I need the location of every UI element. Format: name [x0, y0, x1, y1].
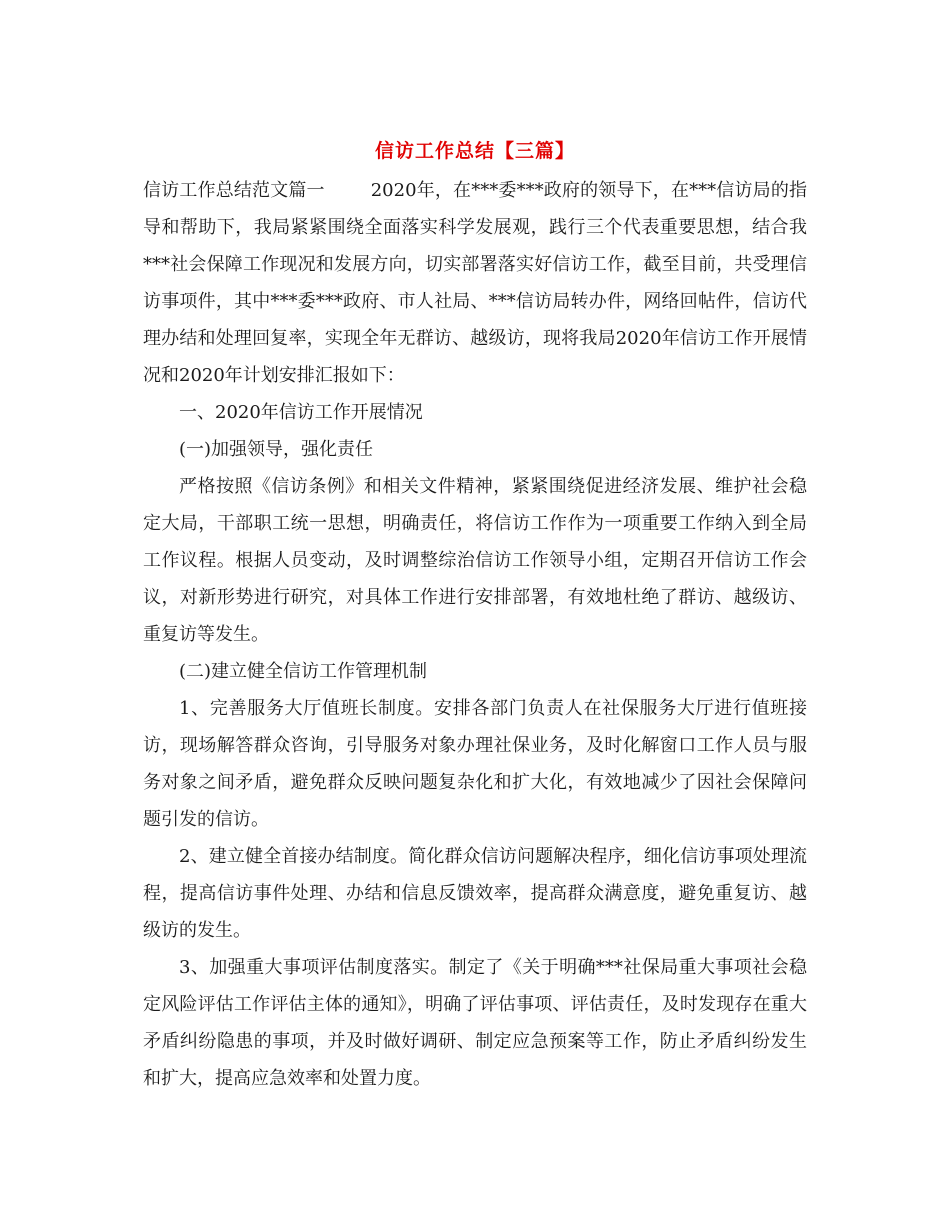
intro-text: 2020年，在***委***政府的领导下，在***信访局的指导和帮助下，我局紧紧围绕全面落实科学发展观，践行三个代表重要思想，结合我***社会保障工作现况和发展方向，切实部署落实好信访工作，截至目前，共受理信访事项件，其中***委***政府、市人社局、***信访局转办件，网络回帖件，信访代理办结和处理回复率，实现全年无群访、越级访，现将我局2020年信访工作开展情况和2020年计划安排汇报如下：	[143, 180, 807, 386]
item-1-paragraph: 1、完善服务大厅值班长制度。安排各部门负责人在社保服务大厅进行值班接访，现场解答群众咨询，引导服务对象办理社保业务，及时化解窗口工作人员与服务对象之间矛盾，避免群众反映问题复杂化和扩大化，有效地减少了因社会保障问题引发的信访。	[143, 698, 807, 830]
section-1-heading: 一、2020年信访工作开展情况	[179, 402, 423, 423]
sub-2-heading: (二)建立健全信访工作管理机制	[179, 661, 428, 682]
intro-label: 信访工作总结范文篇一	[143, 180, 325, 201]
item-3-paragraph: 3、加强重大事项评估制度落实。制定了《关于明确***社保局重大事项社会稳定风险评估工作评估主体的通知》，明确了评估事项、评估责任，及时发现存在重大矛盾纠纷隐患的事项，并及时做好调研、制定应急预案等工作，防止矛盾纠纷发生和扩大，提高应急效率和处置力度。	[143, 957, 807, 1089]
document-title: 信访工作总结【三篇】	[374, 140, 575, 162]
document-body	[143, 172, 807, 1097]
sub-1-heading: (一)加强领导，强化责任	[179, 439, 374, 460]
item-2-paragraph: 2、建立健全首接办结制度。简化群众信访问题解决程序，细化信访事项处理流程，提高信访事件处理、办结和信息反馈效率，提高群众满意度，避免重复访、越级访的发生。	[143, 846, 807, 941]
sub-1-paragraph: 严格按照《信访条例》和相关文件精神，紧紧围绕促进经济发展、维护社会稳定大局，干部职工统一思想，明确责任，将信访工作作为一项重要工作纳入到全局工作议程。根据人员变动，及时调整综治信访工作领导小组，定期召开信访工作会议，对新形势进行研究，对具体工作进行安排部署，有效地杜绝了群访、越级访、重复访等发生。	[143, 476, 807, 645]
intro-paragraph	[143, 172, 807, 394]
